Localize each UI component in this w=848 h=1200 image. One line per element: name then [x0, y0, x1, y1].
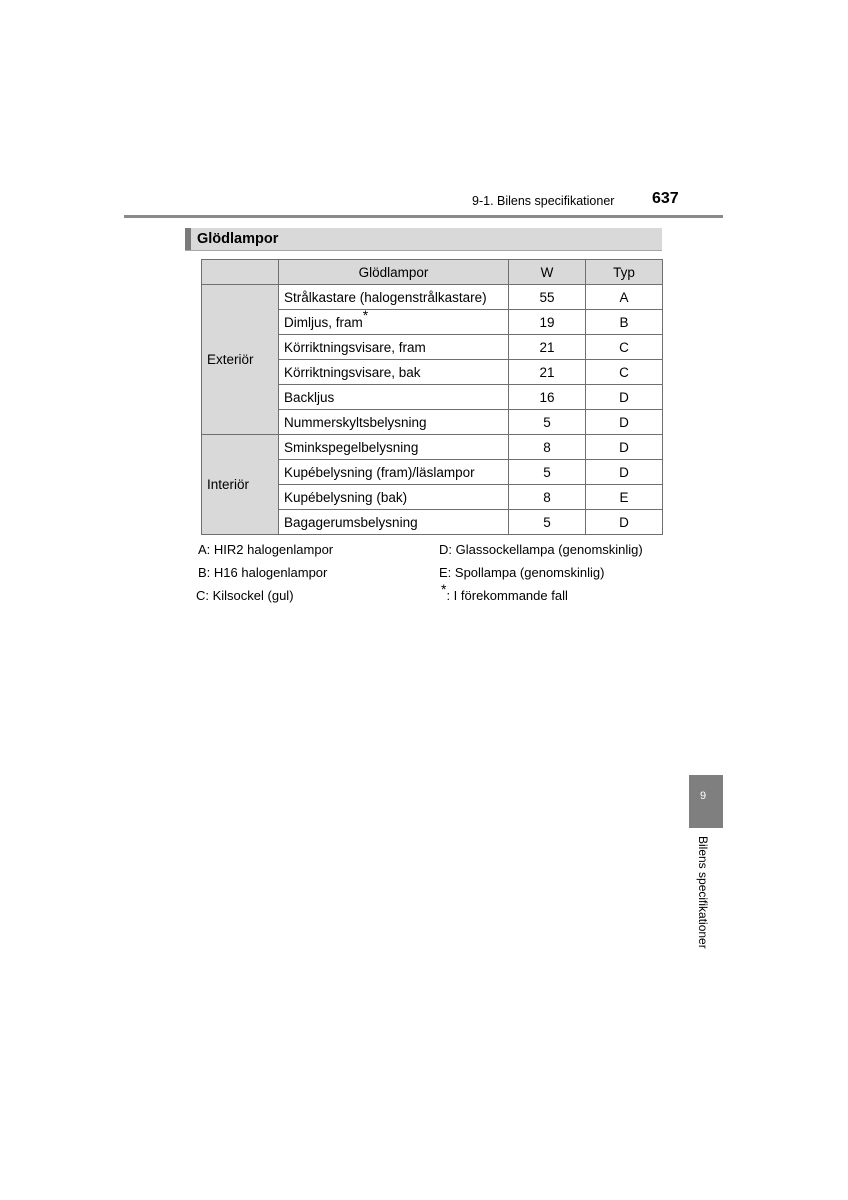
legend-type-a: A: HIR2 halogenlampor	[198, 542, 334, 557]
section-heading-accent	[185, 228, 191, 250]
bulb-type: B	[586, 310, 663, 335]
legend-type-d: D: Glassockellampa (genomskinlig)	[439, 542, 643, 557]
header-divider	[124, 215, 723, 218]
header-cell-type: Typ	[586, 260, 663, 285]
chapter-side-label: Bilens specifikationer	[696, 836, 710, 949]
table-row	[202, 285, 663, 310]
bulb-name: Dimljus, fram	[284, 314, 363, 330]
bulb-name: Strålkastare (halogenstrålkastare)	[279, 285, 509, 310]
bulb-name: Kupébelysning (fram)/läslampor	[279, 460, 509, 485]
bulb-type: D	[586, 410, 663, 435]
legend-footnote-text: : I förekommande fall	[446, 588, 568, 603]
bulb-name: Körriktningsvisare, fram	[279, 335, 509, 360]
bulb-watt: 16	[509, 385, 586, 410]
legend-type-e: E: Spollampa (genomskinlig)	[439, 565, 605, 580]
bulb-watt: 5	[509, 460, 586, 485]
chapter-number: 9	[699, 790, 707, 802]
bulb-name: Kupébelysning (bak)	[279, 485, 509, 510]
bulb-type: A	[586, 285, 663, 310]
section-heading-bar	[185, 228, 662, 251]
header-cell-watt: W	[509, 260, 586, 285]
bulb-name: Bagagerumsbelysning	[279, 510, 509, 535]
bulb-watt: 5	[509, 410, 586, 435]
section-heading: Glödlampor	[197, 231, 279, 247]
bulb-type: D	[586, 460, 663, 485]
page-number: 637	[652, 190, 679, 207]
bulb-name: Backljus	[279, 385, 509, 410]
header-cell-bulb: Glödlampor	[279, 260, 509, 285]
bulb-type: D	[586, 435, 663, 460]
legend-type-c: C: Kilsockel (gul)	[196, 588, 294, 603]
bulb-type: C	[586, 360, 663, 385]
bulb-watt: 21	[509, 360, 586, 385]
table-header-row	[202, 260, 663, 285]
bulb-type: C	[586, 335, 663, 360]
bulb-watt: 19	[509, 310, 586, 335]
table-row	[202, 435, 663, 460]
bulb-type: E	[586, 485, 663, 510]
group-label-exterior: Exteriör	[202, 285, 279, 435]
legend-footnote	[441, 580, 568, 603]
bulb-watt: 21	[509, 335, 586, 360]
group-label-interior: Interiör	[202, 435, 279, 535]
bulb-name-cell	[279, 307, 509, 335]
bulb-name: Nummerskyltsbelysning	[279, 410, 509, 435]
bulb-watt: 8	[509, 435, 586, 460]
legend-type-b: B: H16 halogenlampor	[198, 565, 328, 580]
bulb-type: D	[586, 510, 663, 535]
bulb-type: D	[586, 385, 663, 410]
bulb-watt: 55	[509, 285, 586, 310]
bulb-name: Sminkspegelbelysning	[279, 435, 509, 460]
bulb-name: Körriktningsvisare, bak	[279, 360, 509, 385]
bulb-watt: 5	[509, 510, 586, 535]
footnote-asterisk: *	[441, 580, 447, 597]
header-cell-blank	[202, 260, 279, 285]
chapter-tab	[689, 775, 723, 828]
header-section-title: 9-1. Bilens specifikationer	[472, 194, 615, 208]
bulb-table	[201, 259, 663, 535]
bulb-watt: 8	[509, 485, 586, 510]
footnote-asterisk: *	[362, 307, 369, 323]
